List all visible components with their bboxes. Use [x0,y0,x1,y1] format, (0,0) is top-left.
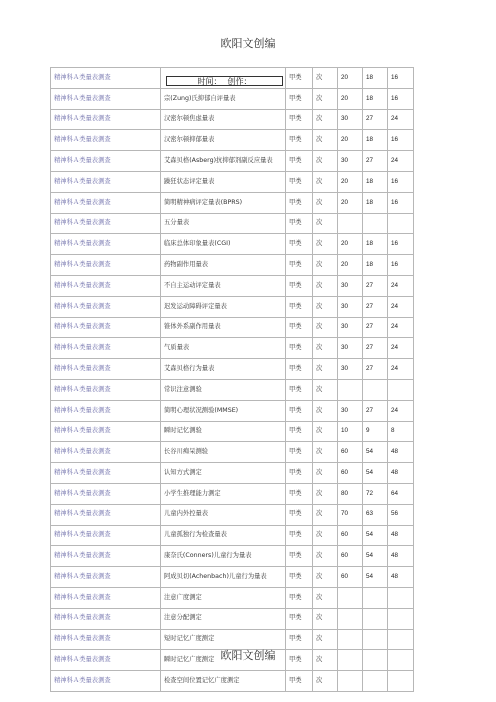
unit-cell: 次 [313,442,338,463]
category-cell: 精神科Ａ类量表测查 [51,317,161,338]
item-name-cell: 临床总体印象量表(CGI) [161,234,286,255]
table-row [51,359,414,380]
unit-cell: 次 [313,400,338,421]
unit-cell: 次 [313,171,338,192]
item-name-cell: 宗(Zung)氏抑郁自评量表 [161,88,286,109]
type-cell: 甲类 [286,671,313,692]
type-cell: 甲类 [286,88,313,109]
unit-cell: 次 [313,317,338,338]
price-cell-1: 80 [338,483,363,504]
price-cell-2: 54 [363,567,388,588]
price-cell-1: 20 [338,68,363,89]
type-cell: 甲类 [286,525,313,546]
table-row [51,379,414,400]
category-cell: 精神科Ａ类量表测查 [51,379,161,400]
item-name-cell: 长谷川痴呆测验 [161,442,286,463]
unit-cell: 次 [313,275,338,296]
price-cell-2 [363,213,388,234]
unit-cell: 次 [313,567,338,588]
category-cell: 精神科Ａ类量表测查 [51,359,161,380]
item-name-cell: 瞬时记忆广度测定 [161,650,286,671]
type-cell: 甲类 [286,151,313,172]
type-cell: 甲类 [286,546,313,567]
price-cell-3: 16 [388,192,414,213]
item-name-cell: 小学生推理能力测定 [161,483,286,504]
table-row [51,546,414,567]
price-cell-3: 24 [388,400,414,421]
price-cell-2: 27 [363,275,388,296]
unit-cell: 次 [313,68,338,89]
category-cell: 精神科Ａ类量表测查 [51,567,161,588]
table-row [51,421,414,442]
table-row [51,400,414,421]
unit-cell: 次 [313,88,338,109]
price-cell-2: 18 [363,234,388,255]
price-cell-3 [388,608,414,629]
category-cell: 精神科Ａ类量表测查 [51,608,161,629]
category-cell: 精神科Ａ类量表测查 [51,88,161,109]
category-cell: 精神科Ａ类量表测查 [51,275,161,296]
item-name-cell: 艾森贝格(Asberg)抗抑郁剂副反应量表 [161,151,286,172]
type-cell: 甲类 [286,234,313,255]
table-row [51,109,414,130]
unit-cell: 次 [313,192,338,213]
price-cell-3: 16 [388,88,414,109]
item-name-cell: 简明精神病评定量表(BPRS) [161,192,286,213]
price-cell-2: 63 [363,504,388,525]
price-cell-1 [338,213,363,234]
table-row [51,338,414,359]
table-row [51,671,414,692]
item-name-cell: 注意分配测定 [161,608,286,629]
category-cell: 精神科Ａ类量表测查 [51,671,161,692]
price-cell-3: 16 [388,130,414,151]
price-cell-3: 16 [388,68,414,89]
item-name-cell: 药物副作用量表 [161,255,286,276]
unit-cell: 次 [313,379,338,400]
item-name-cell: 阿成贝切(Achenbach)儿童行为量表 [161,567,286,588]
price-cell-1: 70 [338,504,363,525]
item-name-cell: 五分量表 [161,213,286,234]
table-row [51,587,414,608]
item-name-cell: 康奈氏(Conners)儿童行为量表 [161,546,286,567]
price-cell-3: 48 [388,463,414,484]
type-cell: 甲类 [286,650,313,671]
table-row [51,213,414,234]
item-name-cell: 迟发运动障碍评定量表 [161,296,286,317]
price-cell-2: 54 [363,546,388,567]
table-row [51,463,414,484]
price-cell-1: 20 [338,234,363,255]
unit-cell: 次 [313,463,338,484]
type-cell: 甲类 [286,213,313,234]
category-cell: 精神科Ａ类量表测查 [51,463,161,484]
table-row [51,525,414,546]
price-cell-3: 48 [388,442,414,463]
price-cell-1: 30 [338,151,363,172]
item-name-cell: 常识注意测验 [161,379,286,400]
table-row [51,296,414,317]
price-cell-3: 48 [388,546,414,567]
item-name-cell: 短时记忆广度测定 [161,629,286,650]
price-cell-3: 48 [388,525,414,546]
type-cell: 甲类 [286,379,313,400]
type-cell: 甲类 [286,463,313,484]
price-cell-3: 24 [388,296,414,317]
fee-table [50,67,414,692]
item-name-cell: 不自主运动评定量表 [161,275,286,296]
price-cell-1 [338,608,363,629]
table-row [51,130,414,151]
category-cell: 精神科Ａ类量表测查 [51,296,161,317]
type-cell: 甲类 [286,359,313,380]
price-cell-1: 10 [338,421,363,442]
category-cell: 精神科Ａ类量表测查 [51,629,161,650]
table-row [51,192,414,213]
price-cell-3 [388,213,414,234]
price-cell-3: 24 [388,151,414,172]
unit-cell: 次 [313,504,338,525]
price-cell-1: 20 [338,88,363,109]
category-cell: 精神科Ａ类量表测查 [51,587,161,608]
price-cell-3 [388,671,414,692]
category-cell: 精神科Ａ类量表测查 [51,442,161,463]
item-name-cell: 检查空间位置记忆广度测定 [161,671,286,692]
price-cell-3: 16 [388,171,414,192]
type-cell: 甲类 [286,629,313,650]
item-name-cell: 气质量表 [161,338,286,359]
price-cell-3: 24 [388,275,414,296]
unit-cell: 次 [313,338,338,359]
type-cell: 甲类 [286,421,313,442]
price-cell-1: 30 [338,317,363,338]
price-cell-1: 60 [338,546,363,567]
price-cell-3: 24 [388,109,414,130]
item-name-cell: 艾森贝格行为量表 [161,359,286,380]
table-row [51,275,414,296]
unit-cell: 次 [313,130,338,151]
unit-cell: 次 [313,109,338,130]
price-cell-2: 27 [363,151,388,172]
price-cell-2: 9 [363,421,388,442]
type-cell: 甲类 [286,296,313,317]
unit-cell: 次 [313,483,338,504]
category-cell: 精神科Ａ类量表测查 [51,213,161,234]
type-cell: 甲类 [286,317,313,338]
price-cell-2: 72 [363,483,388,504]
type-cell: 甲类 [286,275,313,296]
item-name-cell: 汉密尔顿焦虑量表 [161,109,286,130]
price-cell-1: 30 [338,296,363,317]
unit-cell: 次 [313,629,338,650]
price-cell-2 [363,379,388,400]
table-row [51,255,414,276]
category-cell: 精神科Ａ类量表测查 [51,151,161,172]
item-name-cell: 认知方式测定 [161,463,286,484]
price-cell-2: 54 [363,442,388,463]
price-cell-3: 24 [388,317,414,338]
price-cell-2: 54 [363,525,388,546]
type-cell: 甲类 [286,567,313,588]
unit-cell: 次 [313,546,338,567]
type-cell: 甲类 [286,171,313,192]
category-cell: 精神科Ａ类量表测查 [51,255,161,276]
unit-cell: 次 [313,650,338,671]
category-cell: 精神科Ａ类量表测查 [51,650,161,671]
price-cell-1: 20 [338,255,363,276]
price-cell-1: 30 [338,400,363,421]
category-cell: 精神科Ａ类量表测查 [51,68,161,89]
price-cell-3: 64 [388,483,414,504]
category-cell: 精神科Ａ类量表测查 [51,338,161,359]
price-cell-2 [363,608,388,629]
category-cell: 精神科Ａ类量表测查 [51,421,161,442]
price-cell-3: 16 [388,234,414,255]
unit-cell: 次 [313,525,338,546]
price-cell-1: 30 [338,338,363,359]
type-cell: 甲类 [286,109,313,130]
type-cell: 甲类 [286,608,313,629]
category-cell: 精神科Ａ类量表测查 [51,483,161,504]
price-cell-1 [338,379,363,400]
price-cell-1: 60 [338,525,363,546]
category-cell: 精神科Ａ类量表测查 [51,234,161,255]
table-row [51,608,414,629]
page-header-title: 欧阳文创编 [220,37,276,50]
price-cell-1: 60 [338,463,363,484]
price-cell-1: 20 [338,130,363,151]
table-row [51,234,414,255]
item-name-cell: 注意广度测定 [161,587,286,608]
price-cell-2: 27 [363,400,388,421]
unit-cell: 次 [313,296,338,317]
item-name-cell: 瞬时记忆测验 [161,421,286,442]
type-cell: 甲类 [286,192,313,213]
table-row [51,504,414,525]
unit-cell: 次 [313,359,338,380]
price-cell-2: 18 [363,192,388,213]
category-cell: 精神科Ａ类量表测查 [51,504,161,525]
price-cell-3: 24 [388,359,414,380]
unit-cell: 次 [313,608,338,629]
price-cell-2: 18 [363,171,388,192]
price-cell-1: 30 [338,359,363,380]
price-cell-2: 27 [363,317,388,338]
item-name-cell: 儿童孤独行为检查量表 [161,525,286,546]
price-cell-1 [338,671,363,692]
category-cell: 精神科Ａ类量表测查 [51,192,161,213]
category-cell: 精神科Ａ类量表测查 [51,130,161,151]
type-cell: 甲类 [286,442,313,463]
price-cell-1: 30 [338,109,363,130]
price-cell-2 [363,587,388,608]
table-row [51,151,414,172]
price-cell-2: 18 [363,130,388,151]
category-cell: 精神科Ａ类量表测查 [51,171,161,192]
price-cell-2: 54 [363,463,388,484]
table-row [51,88,414,109]
type-cell: 甲类 [286,483,313,504]
item-name-cell: 儿童内外控量表 [161,504,286,525]
category-cell: 精神科Ａ类量表测查 [51,546,161,567]
price-cell-1: 60 [338,567,363,588]
type-cell: 甲类 [286,504,313,525]
page-footer-title: 欧阳文创编 [220,649,276,662]
price-cell-3: 24 [388,338,414,359]
price-cell-2: 27 [363,338,388,359]
price-cell-2: 27 [363,359,388,380]
price-cell-1: 20 [338,171,363,192]
type-cell: 甲类 [286,68,313,89]
table-row [51,317,414,338]
item-name-cell: 锥体外系副作用量表 [161,317,286,338]
type-cell: 甲类 [286,338,313,359]
item-name-cell: 简明心理状况测验(MMSE) [161,400,286,421]
unit-cell: 次 [313,213,338,234]
table-row [51,442,414,463]
unit-cell: 次 [313,421,338,442]
unit-cell: 次 [313,671,338,692]
price-cell-2: 18 [363,68,388,89]
price-cell-1: 60 [338,442,363,463]
create-label: 创作： [227,76,252,86]
type-cell: 甲类 [286,130,313,151]
unit-cell: 次 [313,151,338,172]
category-cell: 精神科Ａ类量表测查 [51,525,161,546]
table-row [51,483,414,504]
price-cell-3 [388,587,414,608]
price-cell-2: 18 [363,88,388,109]
price-cell-2: 18 [363,255,388,276]
time-author-stamp [166,76,283,86]
price-cell-3: 16 [388,255,414,276]
type-cell: 甲类 [286,587,313,608]
price-cell-2: 27 [363,296,388,317]
unit-cell: 次 [313,255,338,276]
price-cell-2 [363,671,388,692]
type-cell: 甲类 [286,400,313,421]
unit-cell: 次 [313,234,338,255]
price-cell-1: 30 [338,275,363,296]
table-row [51,567,414,588]
price-cell-1: 20 [338,192,363,213]
price-cell-2: 27 [363,109,388,130]
time-label: 时间： [197,76,222,86]
type-cell: 甲类 [286,255,313,276]
category-cell: 精神科Ａ类量表测查 [51,400,161,421]
unit-cell: 次 [313,587,338,608]
price-cell-1 [338,587,363,608]
table-row [51,171,414,192]
price-cell-3: 48 [388,567,414,588]
category-cell: 精神科Ａ类量表测查 [51,109,161,130]
item-name-cell: 躁狂状态评定量表 [161,171,286,192]
price-cell-3: 56 [388,504,414,525]
item-name-cell: 汉密尔顿抑郁量表 [161,130,286,151]
price-cell-3 [388,379,414,400]
price-cell-3: 8 [388,421,414,442]
